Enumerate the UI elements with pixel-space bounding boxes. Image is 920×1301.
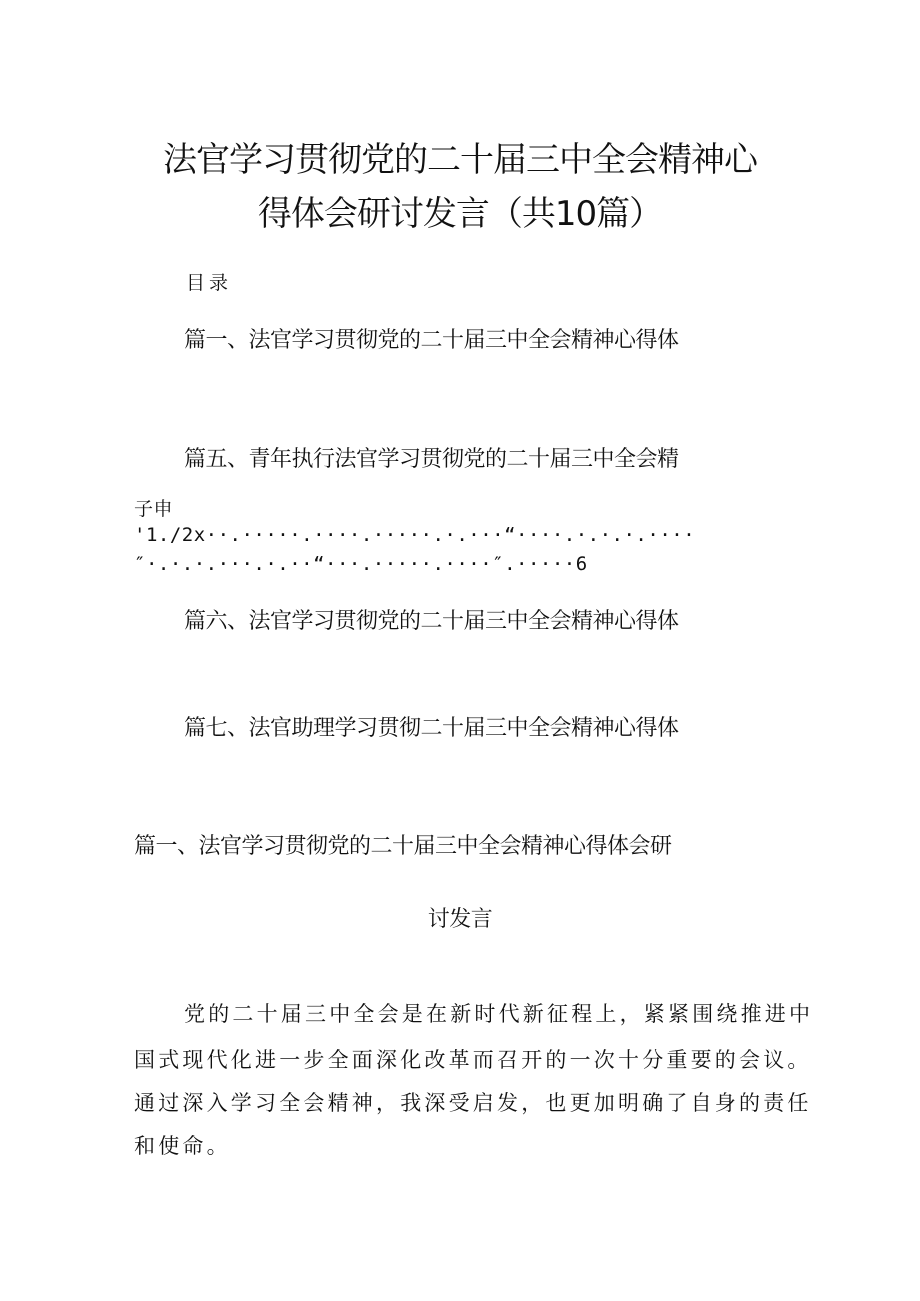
toc-item-1[interactable]: 篇一、法官学习贯彻党的二十届三中全会精神心得体 bbox=[184, 328, 679, 353]
paragraph-line-1: 党的二十届三中全会是在新时代新征程上，紧紧围绕推进中 bbox=[184, 1002, 814, 1026]
toc-dotted-line-2: ″·.·.·.···.·.··“···.·····.····″.·····6 bbox=[134, 553, 588, 575]
document-title-line-1: 法官学习贯彻党的二十届三中全会精神心 bbox=[163, 140, 757, 180]
toc-item-7[interactable]: 篇七、法官助理学习贯彻二十届三中全会精神心得体 bbox=[184, 716, 679, 741]
paragraph-line-2: 国式现代化进一步全面深化改革而召开的一次十分重要的会议。 bbox=[134, 1048, 812, 1072]
paragraph-line-3: 通过深入学习全会精神，我深受启发，也更加明确了自身的责任 bbox=[134, 1091, 812, 1115]
toc-dotted-line-1: '1./2x··.·····.····.·····.·.···“····.·.·.·.···· bbox=[134, 524, 696, 546]
toc-label: 目录 bbox=[186, 272, 233, 294]
toc-item-6[interactable]: 篇六、法官学习贯彻党的二十届三中全会精神心得体 bbox=[184, 609, 679, 634]
document-title-line-2: 得体会研讨发言（共10篇） bbox=[257, 194, 663, 234]
paragraph-line-4: 和使命。 bbox=[134, 1134, 231, 1158]
toc-fragment-line: 子申 bbox=[134, 498, 174, 520]
section-heading-line-2: 讨发言 bbox=[427, 907, 493, 932]
toc-item-5[interactable]: 篇五、青年执行法官学习贯彻党的二十届三中全会精 bbox=[184, 447, 679, 472]
section-heading-line-1: 篇一、法官学习贯彻党的二十届三中全会精神心得体会研 bbox=[134, 834, 672, 859]
